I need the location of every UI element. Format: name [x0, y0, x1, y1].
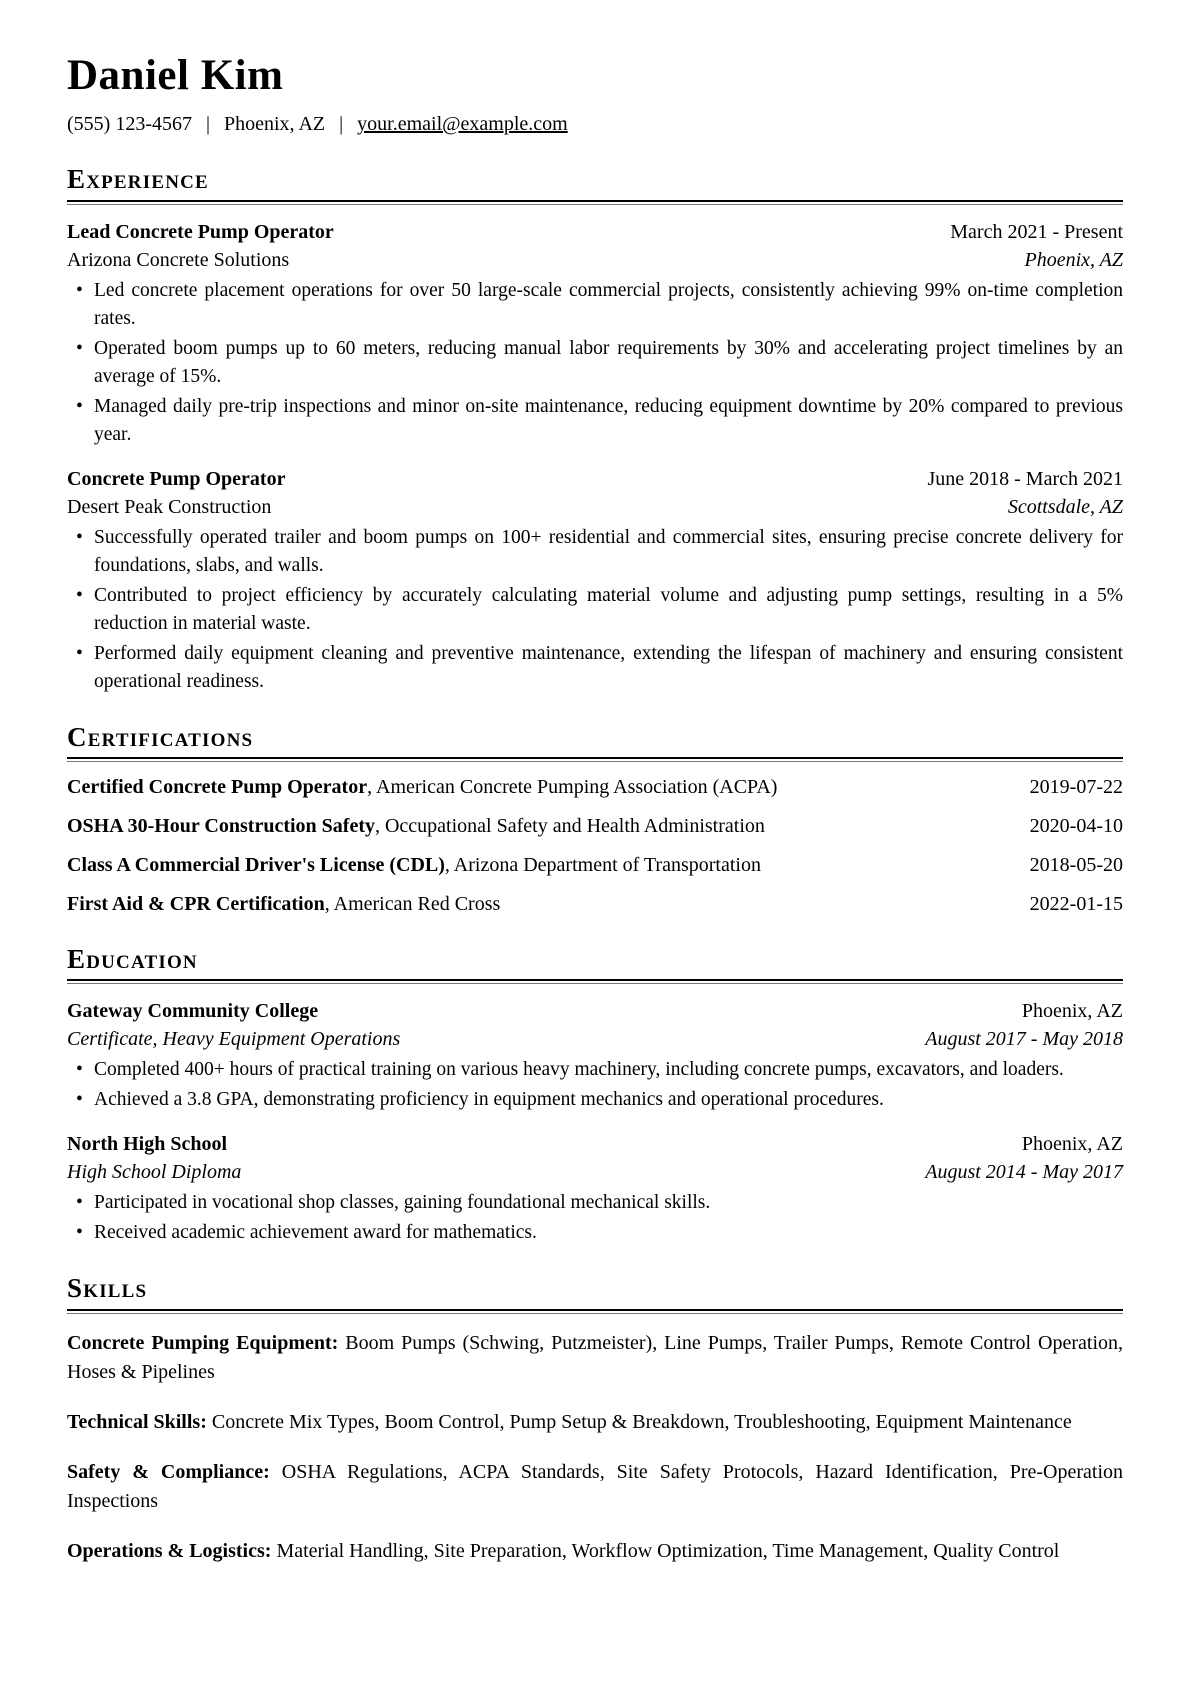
certification-text: [67, 851, 761, 879]
certification-name: Class A Commercial Driver's License (CDL): [67, 853, 445, 876]
bullet-item: • Performed daily equipment cleaning and preventive maintenance, extending the lifespan of machinery and ensuring consistent operational readiness.: [67, 640, 1123, 696]
education-entry: [67, 1130, 1123, 1247]
section-certifications: [67, 723, 1123, 918]
skill-category: [67, 1537, 1123, 1566]
school-subheader-row: [67, 1158, 1123, 1186]
certification-issuer: , American Concrete Pumping Association (ACPA): [367, 775, 778, 798]
job-entry: [67, 465, 1123, 696]
skill-category-items: Material Handling, Site Preparation, Workflow Optimization, Time Management, Quality Control: [276, 1539, 1060, 1562]
certification-name: OSHA 30-Hour Construction Safety: [67, 814, 375, 837]
certification-text: [67, 773, 777, 801]
school-header-row: [67, 997, 1123, 1025]
bullet-item: • Managed daily pre-trip inspections and minor on-site maintenance, reducing equipment downtime by 20% compared to previous year.: [67, 393, 1123, 449]
education-dates: August 2017 - May 2018: [925, 1028, 1123, 1051]
phone-number: (555) 123-4567: [67, 113, 192, 136]
bullet-list: [67, 1056, 1123, 1114]
section-title: Certifications: [67, 721, 254, 752]
bullet-item: • Received academic achievement award for mathematics.: [67, 1219, 1123, 1247]
certification-row: [67, 890, 1123, 918]
school-name: North High School: [67, 1133, 228, 1156]
certification-text: [67, 890, 500, 918]
skill-category: [67, 1458, 1123, 1516]
skill-category: [67, 1408, 1123, 1437]
contact-line: [67, 110, 1123, 138]
skill-category-label: Technical Skills:: [67, 1410, 207, 1433]
skill-category-label: Concrete Pumping Equipment:: [67, 1331, 339, 1354]
certification-date: 2020-04-10: [1029, 814, 1123, 837]
certification-issuer: , American Red Cross: [324, 892, 501, 915]
job-dates: June 2018 - March 2021: [927, 467, 1123, 490]
skill-category-items: Boom Pumps (Schwing, Putzmeister), Line Pumps, Trailer Pumps, Remote Control Operation, Hoses & Pipelines: [67, 1331, 1124, 1383]
education-entry: [67, 997, 1123, 1114]
skill-category-label: Operations & Logistics:: [67, 1539, 272, 1562]
degree-name: High School Diploma: [67, 1161, 242, 1184]
section-rule: [67, 1309, 1123, 1314]
bullet-item: • Achieved a 3.8 GPA, demonstrating proficiency in equipment mechanics and operational procedures.: [67, 1086, 1123, 1114]
certification-row: [67, 773, 1123, 801]
certification-row: [67, 851, 1123, 879]
bullet-item: • Successfully operated trailer and boom pumps on 100+ residential and commercial sites, ensuring precise concrete delivery for foundations, slabs, and walls.: [67, 524, 1123, 580]
person-name: Daniel Kim: [67, 52, 284, 99]
job-title: Concrete Pump Operator: [67, 467, 286, 490]
section-rule: [67, 200, 1123, 205]
skill-category: [67, 1329, 1123, 1387]
certification-name: First Aid & CPR Certification: [67, 892, 325, 915]
contact-separator: |: [205, 113, 210, 136]
job-dates: March 2021 - Present: [950, 220, 1123, 243]
certification-name: Certified Concrete Pump Operator: [67, 775, 368, 798]
bullet-list: [67, 277, 1123, 449]
job-header-row: [67, 218, 1123, 246]
job-entry: [67, 218, 1123, 449]
section-experience: [67, 165, 1123, 695]
certification-date: 2019-07-22: [1029, 775, 1123, 798]
job-subheader-row: [67, 493, 1123, 521]
degree-name: Certificate, Heavy Equipment Operations: [67, 1028, 401, 1051]
section-title: Skills: [67, 1273, 148, 1304]
section-title: Education: [67, 943, 198, 974]
skill-category-label: Safety & Compliance:: [67, 1460, 270, 1483]
contact-separator: |: [339, 113, 344, 136]
job-subheader-row: [67, 246, 1123, 274]
bullet-item: • Led concrete placement operations for over 50 large-scale commercial projects, consistently achieving 99% on-time completion rates.: [67, 277, 1123, 333]
school-subheader-row: [67, 1025, 1123, 1053]
certification-issuer: , Arizona Department of Transportation: [444, 853, 761, 876]
bullet-list: [67, 524, 1123, 696]
school-location: Phoenix, AZ: [1021, 1000, 1123, 1023]
certification-text: [67, 812, 765, 840]
job-header-row: [67, 465, 1123, 493]
company-name: Desert Peak Construction: [67, 495, 272, 518]
bullet-item: • Operated boom pumps up to 60 meters, reducing manual labor requirements by 30% and accelerating project timelines by an average of 15%.: [67, 335, 1123, 391]
company-location: Scottsdale, AZ: [1007, 495, 1123, 518]
school-location: Phoenix, AZ: [1021, 1133, 1123, 1156]
skill-category-items: Concrete Mix Types, Boom Control, Pump Setup & Breakdown, Troubleshooting, Equipment Maintenance: [211, 1410, 1072, 1433]
certification-date: 2022-01-15: [1029, 892, 1123, 915]
section-education: [67, 945, 1123, 1247]
section-skills: [67, 1274, 1123, 1565]
company-location: Phoenix, AZ: [1024, 248, 1123, 271]
email-link[interactable]: your.email@example.com: [357, 113, 568, 136]
bullet-item: • Completed 400+ hours of practical training on various heavy machinery, including concrete pumps, excavators, and loaders.: [67, 1056, 1123, 1084]
section-rule: [67, 979, 1123, 984]
skill-category-items: OSHA Regulations, ACPA Standards, Site Safety Protocols, Hazard Identification, Pre-Operation Inspections: [67, 1460, 1124, 1512]
certification-date: 2018-05-20: [1029, 853, 1123, 876]
school-header-row: [67, 1130, 1123, 1158]
bullet-item: • Contributed to project efficiency by accurately calculating material volume and adjusting pump settings, resulting in a 5% reduction in material waste.: [67, 582, 1123, 638]
bullet-item: • Participated in vocational shop classes, gaining foundational mechanical skills.: [67, 1189, 1123, 1217]
contact-location: Phoenix, AZ: [224, 113, 326, 136]
school-name: Gateway Community College: [67, 1000, 319, 1023]
certification-issuer: , Occupational Safety and Health Administration: [374, 814, 765, 837]
job-title: Lead Concrete Pump Operator: [67, 220, 334, 243]
section-title: Experience: [67, 164, 209, 195]
company-name: Arizona Concrete Solutions: [67, 248, 290, 271]
section-rule: [67, 757, 1123, 762]
certification-row: [67, 812, 1123, 840]
bullet-list: [67, 1189, 1123, 1247]
education-dates: August 2014 - May 2017: [925, 1161, 1123, 1184]
